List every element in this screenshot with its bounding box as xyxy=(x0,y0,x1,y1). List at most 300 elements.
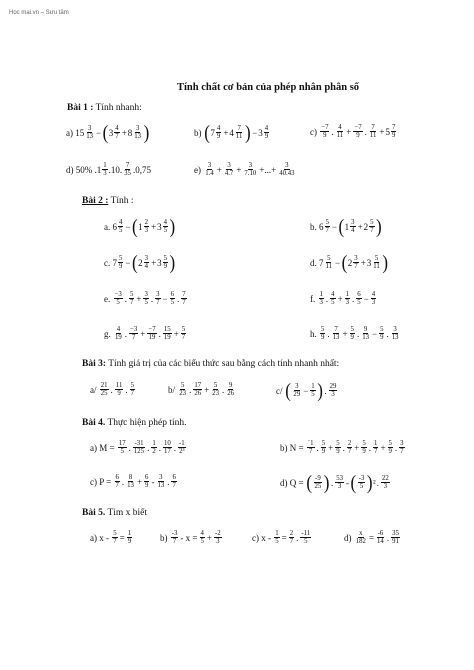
fraction xyxy=(123,162,132,177)
denominator: 5 xyxy=(311,391,315,398)
numerator: 4 xyxy=(200,530,204,537)
numerator: 2 xyxy=(144,218,149,226)
denominator: 25 xyxy=(100,390,108,398)
denominator: 5 xyxy=(163,227,168,234)
denominator: 3 xyxy=(144,227,149,234)
fraction xyxy=(114,291,123,306)
item-label: a) x - xyxy=(90,532,109,543)
numerator: 5 xyxy=(336,440,340,447)
bai5-heading xyxy=(82,508,147,518)
numerator: 5 xyxy=(374,254,379,262)
numerator: 4 xyxy=(115,124,119,132)
denominator: 4.7 xyxy=(224,170,234,178)
fraction xyxy=(325,219,330,234)
fraction xyxy=(369,124,378,139)
whole: 2 xyxy=(347,257,353,268)
numerator: 17 xyxy=(194,382,202,389)
whole: 5 xyxy=(385,126,390,137)
mixed-number xyxy=(367,255,382,270)
fraction xyxy=(144,219,149,234)
denominator: 9 xyxy=(362,448,366,456)
numerator: −7 xyxy=(321,124,329,131)
fraction xyxy=(216,125,221,140)
fraction xyxy=(353,124,362,139)
item-label: a. xyxy=(104,221,111,232)
denominator: 3 xyxy=(345,299,350,307)
numerator: 5 xyxy=(163,254,168,262)
bai4-c: c) P = $\frac{6}{7}$ . $\frac{8}{13}$ + $\frac{6}{9}$ - $\frac{3}{13}$ . $\frac{6}{7}$ xyxy=(90,474,176,490)
numerator: 5 xyxy=(180,382,185,389)
denominator: 5 xyxy=(275,538,279,546)
denominator: 7 xyxy=(347,448,352,456)
fraction xyxy=(361,326,370,341)
fraction xyxy=(388,440,393,455)
denominator: 7 xyxy=(181,334,186,342)
equals: = xyxy=(368,532,375,543)
numerator: -6 xyxy=(377,530,384,537)
denominator: 25 xyxy=(314,483,322,490)
fraction xyxy=(358,475,366,490)
fraction xyxy=(371,291,376,306)
mixed-number xyxy=(210,125,222,140)
denominator: 3 xyxy=(331,391,335,398)
bai2-b: b. 6 $\frac{5}{7}$ − ( 1 $\frac{3}{4}$ + 2 $\frac{5}{7}$ ) xyxy=(310,215,382,238)
numerator: 7 xyxy=(125,162,130,169)
denominator: 9 xyxy=(350,334,354,342)
whole: 3 xyxy=(366,257,372,268)
denominator: 14 xyxy=(377,538,384,546)
fraction xyxy=(355,530,367,545)
fraction xyxy=(129,326,138,341)
numerator: 1 xyxy=(152,440,156,447)
whole: 8 xyxy=(127,127,133,138)
numerator: 5 xyxy=(325,218,329,226)
numerator: 3 xyxy=(248,162,253,169)
numerator: 53 xyxy=(336,474,344,482)
item-label: a/ xyxy=(90,384,97,395)
fraction xyxy=(211,382,220,397)
denominator: 5 xyxy=(144,299,148,307)
mixed-number xyxy=(157,219,169,234)
page-title: Tính chất cơ bản của phép nhân phân số xyxy=(177,82,360,93)
numerator: 3 xyxy=(144,291,148,298)
fraction xyxy=(163,440,172,455)
fraction xyxy=(163,219,168,234)
fraction xyxy=(171,474,176,489)
numerator: 5 xyxy=(388,440,392,447)
denominator: 7 xyxy=(115,482,119,490)
fraction xyxy=(264,125,269,140)
numerator: 4 xyxy=(116,326,121,333)
fraction xyxy=(353,255,358,270)
mixed-number xyxy=(348,255,360,270)
denominator: 182 xyxy=(355,538,366,546)
denominator: 9 xyxy=(163,263,168,270)
numerator: 5 xyxy=(119,254,123,262)
item-label: c. xyxy=(104,257,111,268)
denominator: 7 xyxy=(289,538,294,546)
numerator: 3 xyxy=(295,382,299,390)
mixed-number xyxy=(97,162,109,177)
denominator: 29 xyxy=(293,391,301,398)
bai2-a: a. 6 $\frac{4}{5}$ − ( 1 $\frac{2}{3}$ + 3 $\frac{4}{5}$ ) xyxy=(104,215,176,238)
numerator: 3 xyxy=(400,440,404,447)
bai1-heading xyxy=(67,103,142,113)
fraction xyxy=(115,382,124,397)
numerator: 29 xyxy=(329,382,337,390)
item-label: b) xyxy=(160,532,168,543)
item-label: d) xyxy=(66,164,74,175)
fraction xyxy=(345,291,350,306)
whole: 7 xyxy=(210,127,215,138)
denominator: 13 xyxy=(134,133,142,140)
fraction xyxy=(329,383,338,398)
denominator: 2 xyxy=(152,448,156,456)
bai5-a xyxy=(90,530,133,545)
bai2-h: h. $\frac{5}{9}$ . $\frac{7}{13}$ + $\frac{5}{9}$ . $\frac{9}{13}$ − $\frac{5}{9}$ . $\frac{3}{13}$ xyxy=(310,326,399,342)
bai4-d: d) Q = ( $\frac{-9}{25}$ ) . $\frac{53}{3}$ - ( $\frac{-3}{5}$ ) ² . $\frac{22}{3}$ xyxy=(280,471,389,494)
denominator: 7 xyxy=(172,482,176,490)
fraction xyxy=(151,440,156,455)
fraction xyxy=(350,326,355,341)
fraction xyxy=(181,326,186,341)
numerator: 6 xyxy=(170,291,175,298)
numerator: 3 xyxy=(207,162,212,169)
denominator: 9 xyxy=(119,263,123,270)
denominator: 9 xyxy=(323,132,327,140)
numerator: 5 xyxy=(380,326,384,333)
denominator: 5 xyxy=(331,299,335,307)
fraction xyxy=(130,382,135,397)
numerator: 4 xyxy=(163,218,168,226)
item-label: h. xyxy=(310,328,317,339)
denominator: 5 xyxy=(119,227,123,234)
bai1-heading-label: Bài 1 : xyxy=(67,103,94,113)
denominator: 11 xyxy=(369,132,377,140)
fraction xyxy=(373,440,378,455)
numerator: 7 xyxy=(371,124,375,131)
denominator: 7 xyxy=(400,448,404,456)
fraction xyxy=(204,162,215,177)
fraction xyxy=(235,125,244,140)
fraction xyxy=(274,530,279,545)
denominator: 5 xyxy=(357,299,361,307)
fraction xyxy=(376,530,385,545)
numerator: 3 xyxy=(354,254,358,262)
numerator: 10 xyxy=(163,440,171,447)
bai2-c: c. 7 $\frac{5}{9}$ − ( 2 $\frac{3}{4}$ + 3 $\frac{5}{9}$ ) xyxy=(104,251,176,274)
numerator: 11 xyxy=(115,382,123,389)
fraction xyxy=(163,326,172,341)
fraction xyxy=(289,530,294,545)
denominator: 7 xyxy=(172,538,177,546)
fraction xyxy=(278,162,295,177)
denominator: 3 xyxy=(103,170,107,178)
denominator: 13 xyxy=(127,482,134,490)
numerator: -11 xyxy=(301,530,311,537)
numerator: 2 xyxy=(347,440,352,447)
bai1-c: c) $\frac{-7}{9}$ . $\frac{4}{11}$ + $\frac{-7}{9}$ . $\frac{7}{11}$ + 5 $\frac{7}{9}$ xyxy=(310,124,396,140)
denominator: 7 xyxy=(156,299,160,307)
denominator: 11 xyxy=(336,132,344,140)
bai1-a: a) 15 $\frac{3}{13}$ − ( 3 $\frac{4}{7}$ + 8 $\frac{3}{13}$ ) xyxy=(66,121,150,144)
item-label: d) xyxy=(344,532,352,543)
denominator: 7 xyxy=(113,538,117,546)
denominator: 7 xyxy=(370,227,374,234)
fraction xyxy=(335,440,340,455)
whole: 2 xyxy=(363,221,369,232)
fraction xyxy=(361,440,366,455)
numerator: 1 xyxy=(311,382,315,390)
whole: 7 xyxy=(319,257,324,268)
numerator: `1 xyxy=(307,440,314,447)
denominator: 7.10 xyxy=(244,170,257,178)
denominator: 5 xyxy=(304,538,308,546)
numerator: 3 xyxy=(351,218,355,226)
numerator: 4 xyxy=(371,291,376,298)
numerator: 1 xyxy=(345,291,350,298)
denominator: 23 xyxy=(212,390,219,398)
numerator: -9 xyxy=(315,474,321,482)
denominator: 40.43 xyxy=(279,170,295,178)
bai5-d: d) $\frac{x}{182}$ = $\frac{-6}{14}$ . $\frac{35}{91}$ xyxy=(344,530,399,546)
fraction xyxy=(114,125,119,140)
whole: 3 xyxy=(157,221,162,232)
numerator: 9 xyxy=(363,326,368,333)
numerator: 4 xyxy=(338,124,342,131)
denominator: 7 xyxy=(115,133,119,140)
numerator: 5 xyxy=(321,326,325,333)
denominator: 7 xyxy=(130,390,134,398)
bai2-e: e. $\frac{-3}{5}$ . $\frac{5}{7}$ + $\frac{3}{5}$ . $\frac{3}{7}$ − $\frac{6}{5}$ . $\frac{7}{7}$ xyxy=(104,291,186,307)
numerator: 1 xyxy=(103,162,107,169)
whole: 3 xyxy=(108,127,114,138)
denominator: 3 xyxy=(383,483,388,490)
text-part: - x = xyxy=(180,532,198,543)
fraction xyxy=(144,474,149,489)
bai1-text: Tính nhanh: xyxy=(95,103,142,113)
bai2-heading xyxy=(82,196,134,206)
fraction xyxy=(391,530,400,545)
fraction xyxy=(330,291,335,306)
numerator: 7 xyxy=(237,124,241,132)
whole: 3 xyxy=(258,127,263,138)
numerator: −3 xyxy=(114,291,122,298)
numerator: 1 xyxy=(127,530,132,537)
numerator: 2 xyxy=(289,530,294,537)
bai1-d xyxy=(66,162,151,177)
fraction xyxy=(85,125,94,140)
fraction xyxy=(307,440,315,455)
whole: 6 xyxy=(319,221,324,232)
numerator: 5 xyxy=(327,254,331,262)
fraction xyxy=(155,291,160,306)
denominator: 13 xyxy=(157,482,165,490)
item-label: e) xyxy=(194,164,201,175)
item-label: d) Q = xyxy=(280,477,304,488)
whole: 4 xyxy=(229,127,234,138)
mixed-number xyxy=(75,125,95,140)
denominator: 9 xyxy=(321,448,326,456)
numerator: 7 xyxy=(334,326,338,333)
numerator: -3 xyxy=(358,474,365,482)
fraction xyxy=(170,291,175,306)
denominator: 7 xyxy=(182,299,186,307)
denominator: 5 xyxy=(359,483,364,490)
numerator: 3 xyxy=(227,162,231,169)
bai2-f: f. $\frac{1}{3}$ . $\frac{4}{5}$ + $\frac{1}{3}$ . $\frac{6}{5}$ − $\frac{4}{3}$ xyxy=(310,291,376,307)
item-label: b. xyxy=(310,221,317,232)
numerator: 3 xyxy=(159,474,163,481)
numerator: 1 xyxy=(275,530,279,537)
fraction xyxy=(347,440,352,455)
item-label: d. xyxy=(310,257,317,268)
denominator: 9 xyxy=(127,538,132,546)
numerator: 6 xyxy=(145,474,149,481)
numerator: 6 xyxy=(172,474,176,481)
numerator: −3 xyxy=(130,326,138,333)
fraction xyxy=(335,475,344,490)
whole: 3 xyxy=(157,257,162,268)
numerator: 3 xyxy=(285,162,289,169)
whole: 1 xyxy=(344,221,350,232)
whole: 1 xyxy=(96,164,102,175)
fraction xyxy=(243,162,257,177)
fraction xyxy=(126,474,135,489)
text-part: .0,75 xyxy=(132,164,151,175)
denominator: 125 xyxy=(133,448,145,456)
numerator: 21 xyxy=(100,382,108,389)
numerator: 3 xyxy=(393,326,397,333)
denominator: 3 xyxy=(337,483,342,490)
fraction xyxy=(144,255,149,270)
bai3-heading-label: Bài 3: xyxy=(82,359,107,369)
denominator: 91 xyxy=(392,538,399,546)
numerator: 4 xyxy=(331,291,335,298)
bai2-heading-label: Bài 2 : xyxy=(82,196,109,206)
denominator: 9 xyxy=(117,390,121,398)
fraction xyxy=(133,125,142,140)
bai3-heading xyxy=(82,359,339,369)
item-label: b) N = xyxy=(280,442,304,453)
numerator: 22 xyxy=(381,474,389,482)
numerator: 15 xyxy=(163,326,171,333)
denominator: 2³ xyxy=(179,448,185,456)
fraction xyxy=(356,291,361,306)
mixed-number xyxy=(385,124,397,139)
mixed-number xyxy=(157,255,169,270)
denominator: 7 xyxy=(131,334,136,342)
bai5-b: b) $\frac{-3}{7}$ - x = $\frac{4}{5}$ + $\frac{-2}{3}$ xyxy=(160,530,221,546)
mixed-number xyxy=(364,219,376,234)
numerator: 6 xyxy=(357,291,361,298)
fraction xyxy=(181,291,186,306)
mixed-number xyxy=(138,255,150,270)
fraction xyxy=(319,291,324,306)
numerator: 3 xyxy=(135,124,140,132)
numerator: 4 xyxy=(216,124,221,132)
fraction xyxy=(379,326,384,341)
numerator: 5 xyxy=(129,291,134,298)
numerator: 8 xyxy=(128,474,133,481)
denominator: 3 xyxy=(216,538,220,546)
mixed-number xyxy=(258,125,270,140)
mixed-number xyxy=(113,255,125,270)
numerator: -31 xyxy=(134,440,144,447)
mixed-number xyxy=(345,219,357,234)
bai3-c: c/ ( $\frac{3}{29}$ − $\frac{1}{5}$ ) . $\frac{29}{3}$ xyxy=(276,379,337,402)
denominator: 13 xyxy=(362,334,369,342)
mixed-number xyxy=(113,219,125,234)
item-label: c) x - xyxy=(252,532,271,543)
item-label: a) M = xyxy=(90,442,115,453)
numerator: 9 xyxy=(228,382,233,389)
denominator: 9 xyxy=(145,482,149,490)
fraction xyxy=(320,326,325,341)
denominator: 9 xyxy=(216,133,221,140)
exponent: ² xyxy=(373,477,376,488)
fraction xyxy=(292,383,301,398)
fraction xyxy=(178,382,187,397)
fraction xyxy=(115,474,120,489)
fraction xyxy=(224,162,235,177)
numerator: 17 xyxy=(118,440,126,447)
fraction xyxy=(129,291,134,306)
bai4-heading xyxy=(82,418,186,428)
denominator: 13 xyxy=(86,133,94,140)
fraction xyxy=(100,382,109,397)
denominator: 9 xyxy=(380,334,384,342)
item-label: c) xyxy=(310,126,317,137)
fraction xyxy=(310,383,315,398)
item-label: c) P = xyxy=(90,476,112,487)
denominator: 9 xyxy=(391,132,396,140)
fraction xyxy=(226,382,235,397)
bai2-text: Tính : xyxy=(110,196,134,206)
mixed-number xyxy=(229,125,244,140)
item-label: e. xyxy=(104,293,111,304)
fraction xyxy=(112,530,117,545)
bai2-d: d. 7 $\frac{5}{11}$ − ( 2 $\frac{3}{7}$ + 3 $\frac{5}{11}$ ) xyxy=(310,251,388,274)
fraction xyxy=(399,440,404,455)
mixed-number xyxy=(109,125,121,140)
fraction xyxy=(147,326,156,341)
denominator: 9 xyxy=(321,334,325,342)
whole: 6 xyxy=(112,221,117,232)
fraction xyxy=(156,474,165,489)
numerator: 3 xyxy=(87,124,92,132)
denominator: 5 xyxy=(170,299,175,307)
mixed-number xyxy=(319,219,331,234)
fraction xyxy=(321,440,326,455)
numerator: 5 xyxy=(130,382,134,389)
denominator: 3 xyxy=(319,299,323,307)
item-label: c/ xyxy=(276,385,283,396)
fraction xyxy=(332,326,341,341)
numerator: x xyxy=(359,530,363,537)
numerator: 5 xyxy=(213,382,218,389)
denominator: 11 xyxy=(235,133,243,140)
numerator: 5 xyxy=(113,530,117,537)
fraction xyxy=(325,255,334,270)
denominator: 11 xyxy=(325,263,333,270)
whole: 7 xyxy=(112,257,117,268)
numerator: −7 xyxy=(148,326,156,333)
item-label: a) xyxy=(66,127,73,138)
fraction xyxy=(178,440,186,455)
fraction xyxy=(102,162,107,177)
bai4-a: a) M = $\frac{17}{5}$ . $\frac{-31}{125}$ . $\frac{1}{2}$ . $\frac{10}{17}$ . $\frac{-1}{\text{2³}}$ xyxy=(90,440,185,456)
